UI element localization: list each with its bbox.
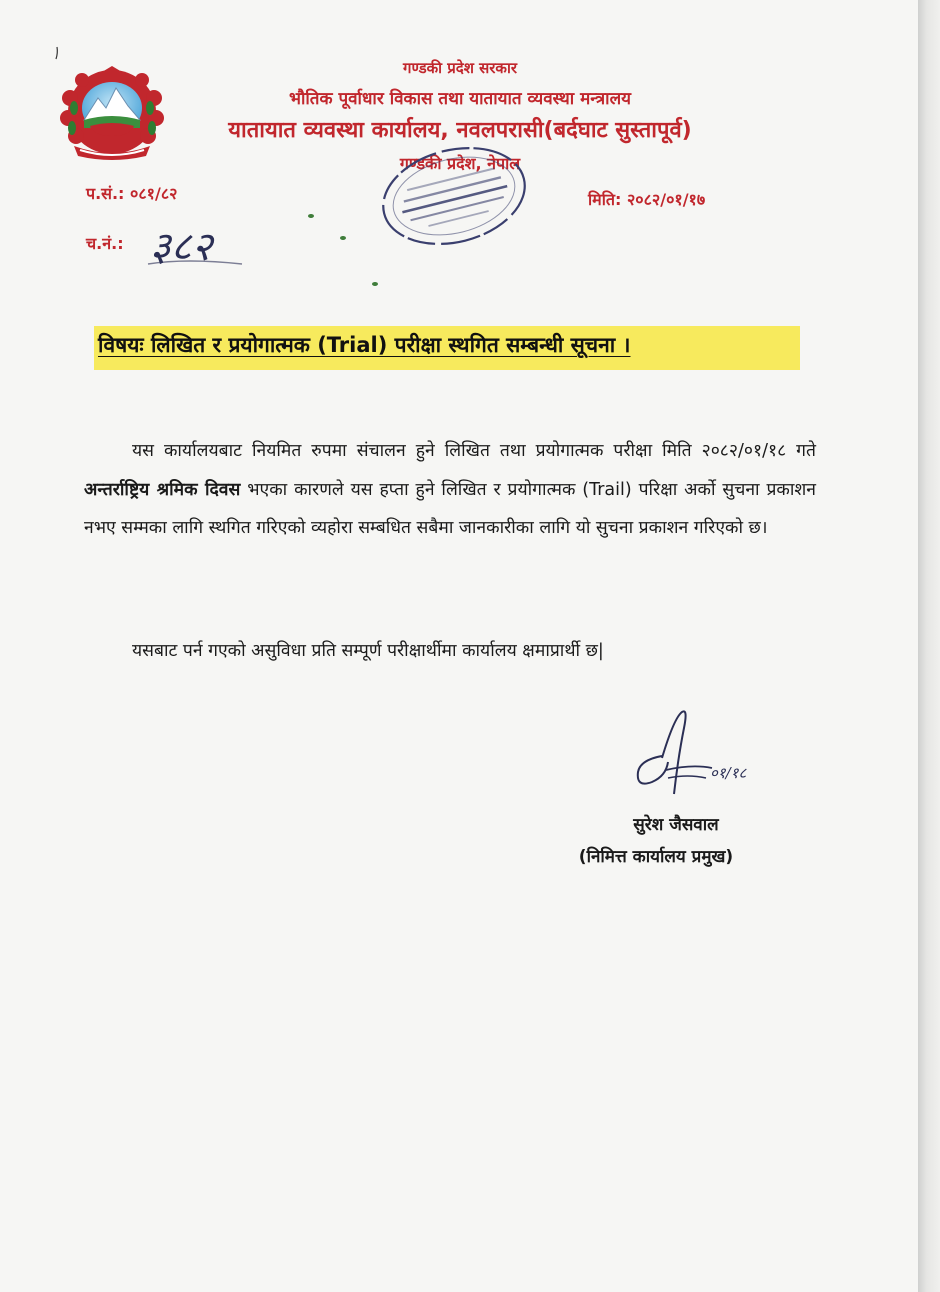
body-text: भएका कारणले यस हप्ता हुने लिखित र प्रयोगात्मक (Trail) परिक्षा अर्को सुचना प्रकाशन नभए सम्मका लागि स्थगित गरिएको व्यहोरा सम्बधित सबैमा जानकारीका लागि यो सुचना प्रकाशन गरिएको छ। bbox=[84, 479, 816, 538]
ink-speck bbox=[340, 236, 346, 240]
chalani-number-handwritten bbox=[146, 218, 246, 270]
scan-edge bbox=[918, 0, 940, 1292]
ink-speck bbox=[372, 282, 378, 286]
letterhead-address: गण्डकी प्रदेश, नेपाल bbox=[399, 154, 521, 173]
notice-body-paragraph-1 bbox=[84, 432, 816, 548]
signatory-name: सुरेश जैसवाल bbox=[633, 815, 719, 835]
letterhead-province-govt: गण्डकी प्रदेश सरकार bbox=[403, 59, 517, 77]
signature-date: ०१/१८ bbox=[710, 764, 747, 782]
signatory-title: (निमित्त कार्यालय प्रमुख) bbox=[578, 847, 734, 867]
ink-speck bbox=[308, 214, 314, 218]
corner-pen-mark bbox=[54, 46, 60, 60]
letterhead-office: यातायात व्यवस्था कार्यालय, नवलपरासी(बर्दघाट सुस्तापूर्व) bbox=[228, 118, 692, 143]
chalani-label: च.नं.: bbox=[86, 234, 124, 253]
handwritten-signature-icon bbox=[622, 698, 772, 808]
body-text: यस कार्यालयबाट नियमित रुपमा संचालन हुने लिखित तथा प्रयोगात्मक परीक्षा मिति २०८२/०१/१८ गते bbox=[132, 441, 816, 461]
notice-body-paragraph-2: यसबाट पर्न गएको असुविधा प्रति सम्पूर्ण परीक्षार्थीमा कार्यालय क्षमाप्रार्थी छ| bbox=[132, 641, 604, 661]
office-stamp-icon bbox=[366, 132, 536, 248]
patra-sankhya: प.सं.: ०८१/८२ bbox=[86, 184, 178, 203]
nepal-emblem-icon bbox=[60, 64, 164, 162]
chalani-number-text: ३८२ bbox=[150, 224, 213, 270]
issue-date: मिति: २०८२/०१/१७ bbox=[588, 190, 706, 209]
letterhead-ministry: भौतिक पूर्वाधार विकास तथा यातायात व्यवस्था मन्त्रालय bbox=[289, 89, 631, 109]
body-bold-text: अन्तर्राष्ट्रिय श्रमिक दिवस bbox=[84, 479, 241, 500]
notice-subject: विषयः लिखित र प्रयोगात्मक (Trial) परीक्षा स्थगित सम्बन्धी सूचना । bbox=[98, 333, 631, 357]
